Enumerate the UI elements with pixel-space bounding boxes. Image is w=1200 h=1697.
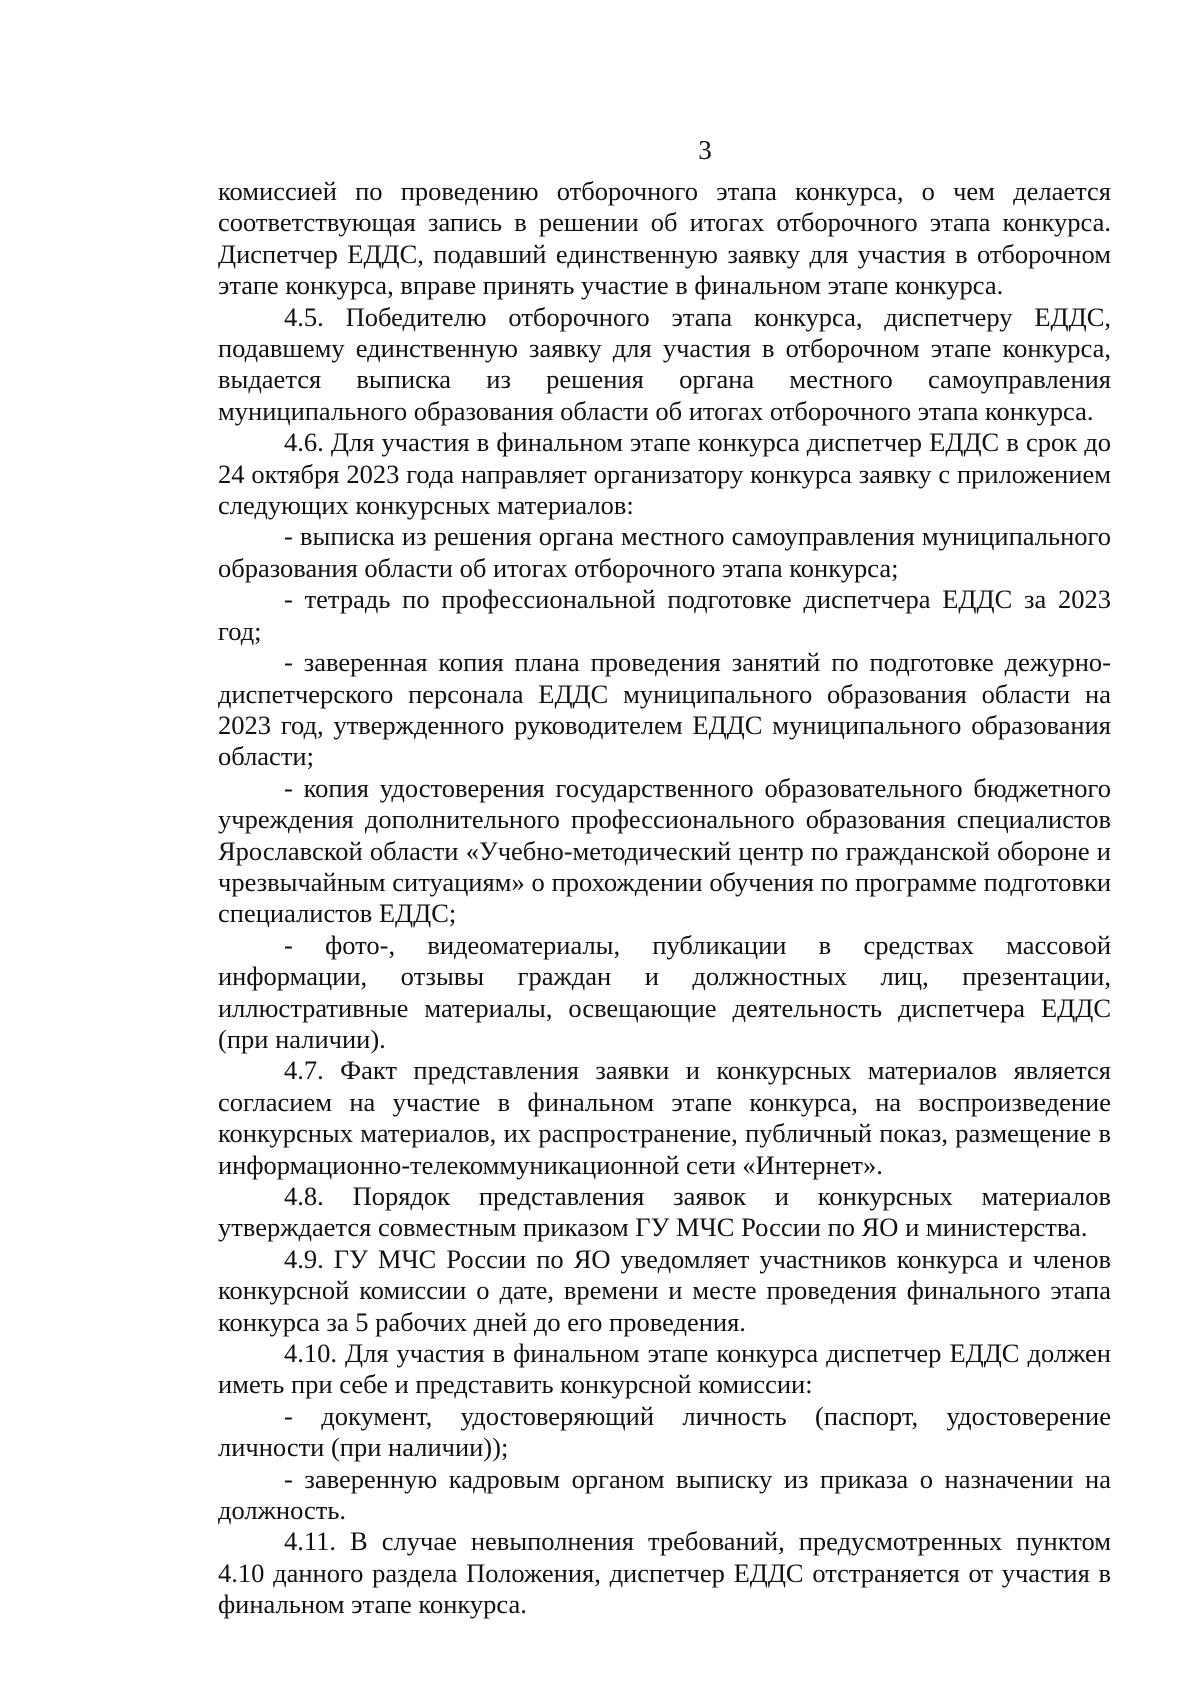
list-item-extract: - выписка из решения органа местного самоуправления муниципального образования области об итогах отборочного этапа конкурса; [218,521,1111,583]
list-item-plan-copy: - заверенная копия плана проведения занятий по подготовке дежурно-диспетчерского персонала ЕДДС муниципального образования области на 2023 год, утвержденного руководителем ЕДДС муниципального образования области; [218,647,1111,772]
paragraph-4-7: 4.7. Факт представления заявки и конкурсных материалов является согласием на участие в финальном этапе конкурса, на воспроизведение конкурсных материалов, их распространение, публичный показ, размещение в информационно-телекоммуникационной сети «Интернет». [218,1055,1111,1180]
paragraph-4-9: 4.9. ГУ МЧС России по ЯО уведомляет участников конкурса и членов конкурсной комиссии о дате, времени и месте проведения финального этапа конкурса за 5 рабочих дней до его проведения. [218,1243,1111,1337]
list-item-notebook: - тетрадь по профессиональной подготовке диспетчера ЕДДС за 2023 год; [218,584,1111,646]
paragraph-4-6: 4.6. Для участия в финальном этапе конкурса диспетчер ЕДДС в срок до 24 октября 2023 года направляет организатору конкурса заявку с приложением следующих конкурсных материалов: [218,427,1111,521]
paragraph-4-10: 4.10. Для участия в финальном этапе конкурса диспетчер ЕДДС должен иметь при себе и представить конкурсной комиссии: [218,1338,1111,1400]
list-item-appointment-extract: - заверенную кадровым органом выписку из приказа о назначении на должность. [218,1463,1111,1526]
paragraph-4-8: 4.8. Порядок представления заявок и конкурсных материалов утверждается совместным приказом ГУ МЧС России по ЯО и министерства. [218,1181,1111,1243]
page-number: 3 [698,135,712,165]
paragraph-4-5: 4.5. Победителю отборочного этапа конкурса, диспетчеру ЕДДС, подавшему единственную заявку для участия в отборочном этапе конкурса, выдается выписка из решения органа местного самоуправления муниципального образования области об итогах отборочного этапа конкурса. [218,301,1111,426]
list-item-certificate-copy: - копия удостоверения государственного образовательного бюджетного учреждения дополнительного профессионального образования специалистов Ярославской области «Учебно-методический центр по гражданской обороне и чрезвычайным ситуациям» о прохождении обучения по программе подготовки специалистов ЕДДС; [218,772,1111,929]
paragraph-continuation: комиссией по проведению отборочного этапа конкурса, о чем делается соответствующая запись в решении об итогах отборочного этапа конкурса. Диспетчер ЕДДС, подавший единственную заявку для участия в отборочном этапе конкурса, вправе принять участие в финальном этапе конкурса. [218,176,1111,301]
paragraph-4-11: 4.11. В случае невыполнения требований, предусмотренных пунктом 4.10 данного раздела Положения, диспетчер ЕДДС отстраняется от участия в финальном этапе конкурса. [218,1526,1111,1620]
list-item-identity-document: - документ, удостоверяющий личность (паспорт, удостоверение личности (при наличии)); [218,1400,1111,1463]
list-item-media-materials: - фото-, видеоматериалы, публикации в средствах массовой информации, отзывы граждан и должностных лиц, презентации, иллюстративные материалы, освещающие деятельность диспетчера ЕДДС (при наличии). [218,929,1111,1054]
document-body [218,176,1111,1621]
